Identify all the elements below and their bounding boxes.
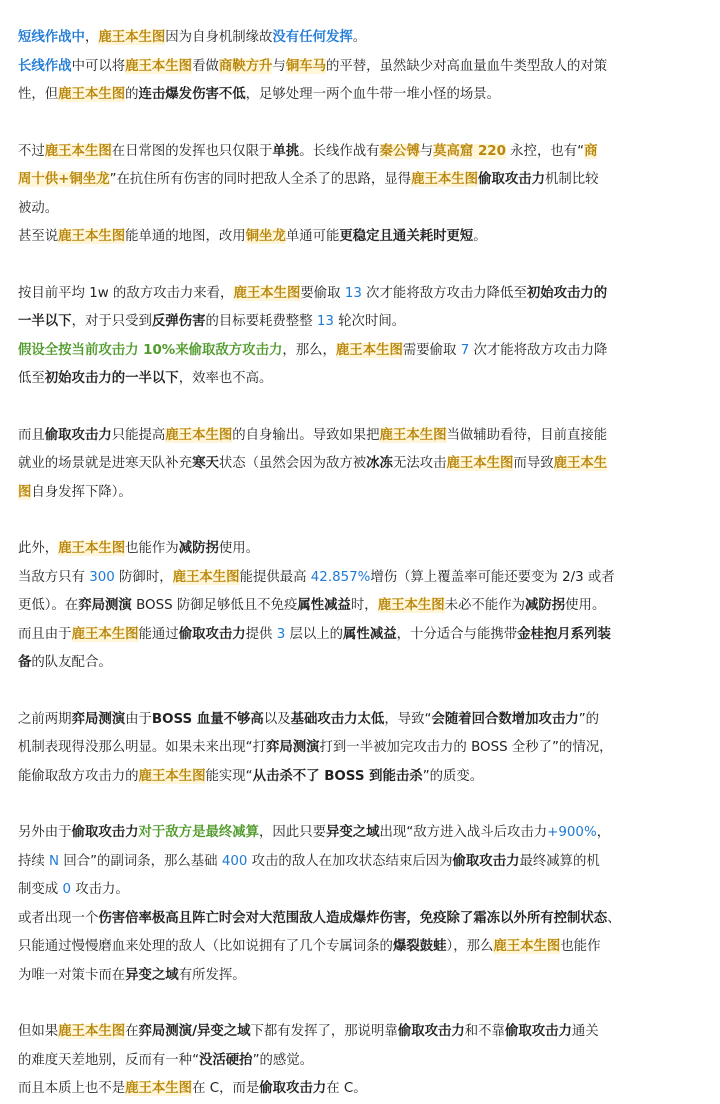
emphasis-run: 更稳定且通关耗时更短 — [339, 229, 474, 244]
keyword-highlight: 鹿王本生图 — [411, 172, 479, 187]
text-run: BOSS 防御足够低且不免疫 — [131, 598, 298, 613]
text-line — [18, 450, 702, 479]
text-run: 攻击的敌人在加攻状态结束后因为 — [247, 853, 453, 869]
text-run: ，因此只要 — [259, 825, 326, 840]
emphasis-run: 会随着回合数增加攻击力 — [431, 711, 579, 727]
keyword-highlight: 鹿王本生图 — [125, 1081, 193, 1096]
keyword-highlight: 鹿王本生图 — [233, 285, 301, 301]
emphasis-run: 7 — [460, 342, 470, 358]
emphasis-run: 偷取攻击力 — [44, 427, 112, 443]
emphasis-run: 偷取攻击力 — [259, 1081, 327, 1096]
emphasis-run: 减防拐 — [525, 598, 566, 613]
text-line — [18, 649, 702, 678]
emphasis-run: 反弹伤害 — [151, 314, 206, 329]
text-line — [18, 535, 702, 564]
text-run: 不过 — [18, 143, 45, 159]
text-run: 。 — [352, 30, 367, 45]
emphasis-run: 没活硬抬 — [199, 1052, 253, 1068]
keyword-highlight: 周十供+铜坐龙 — [18, 172, 110, 187]
text-run: 之前两期 — [18, 711, 72, 727]
text-line — [18, 223, 702, 252]
text-run: ，那么， — [282, 342, 336, 358]
emphasis-run: 短线作战中 — [18, 30, 85, 45]
text-run: 有所发挥。 — [178, 967, 246, 983]
text-run: ”的质变。 — [422, 768, 484, 784]
paragraph — [18, 138, 702, 252]
text-run: 机制表现得没那么明显。如果未来出现“打 — [18, 740, 266, 755]
emphasis-run: BOSS 血量不够高 — [151, 711, 264, 727]
emphasis-run: 假设全按当前攻击力 10%来偷取敌方攻击力 — [18, 342, 283, 358]
text-run: 在 C。 — [326, 1081, 367, 1096]
text-line — [18, 195, 702, 224]
text-run: ，效率也不高。 — [178, 371, 273, 386]
text-line — [18, 962, 702, 991]
text-run: 的平替，虽然缺少对高血量血牛类型敌人的对策 — [325, 58, 608, 74]
emphasis-run: 13 — [344, 285, 362, 301]
text-run: 需要偷取 — [402, 342, 461, 358]
text-run: 能实现“ — [205, 768, 253, 784]
emphasis-run: 冰冻 — [366, 456, 393, 471]
text-run: ，十分适合与能携带 — [396, 626, 518, 642]
keyword-highlight: 鹿王本生图 — [125, 58, 193, 74]
emphasis-run: 爆裂鼓蛙 — [392, 939, 447, 954]
text-run: 被动。 — [18, 200, 59, 216]
emphasis-run: 寒天 — [192, 456, 219, 471]
keyword-highlight: 鹿王本生图 — [71, 626, 139, 642]
text-run: 也能作 — [560, 939, 601, 954]
text-run: 能通过 — [138, 626, 179, 642]
emphasis-run: 400 — [221, 853, 248, 869]
emphasis-run: 弈局测演 — [71, 711, 126, 727]
text-line — [18, 564, 702, 593]
text-run: 但如果 — [18, 1024, 59, 1039]
keyword-highlight: 鹿王本生图 — [446, 456, 514, 471]
text-run: 的 — [125, 87, 139, 102]
emphasis-run: 减防拐 — [178, 541, 219, 556]
text-line — [18, 280, 702, 309]
text-run: 单通可能 — [285, 229, 340, 244]
keyword-highlight: 鹿王本生图 — [58, 229, 126, 244]
text-run: 的队友配合。 — [31, 655, 112, 670]
emphasis-run: 弈局测演/异变之域 — [138, 1024, 251, 1039]
emphasis-run: 伤害倍率极高且阵亡时会对大范围敌人造成爆炸伤害，免疫除了霜冻以外所有控制状态 — [98, 910, 608, 926]
keyword-highlight: 秦公镈 — [379, 143, 420, 159]
text-run: 防御时， — [114, 569, 173, 585]
emphasis-run: 13 — [316, 314, 334, 329]
keyword-highlight: 莫高窟 220 — [433, 143, 506, 159]
text-line — [18, 479, 702, 508]
text-run: 当做辅助看待，目前直接能 — [446, 427, 608, 443]
text-run: 的目标要耗费整整 — [205, 314, 317, 329]
text-run: 而且由于 — [18, 626, 72, 642]
emphasis-run: 42.857% — [310, 569, 371, 585]
text-run: 轮次时间。 — [333, 314, 406, 329]
text-run: 与 — [272, 58, 286, 74]
text-run: 和不靠 — [464, 1024, 505, 1039]
text-run: 因为自身机制缘故 — [165, 30, 273, 45]
text-run: ，导致“ — [384, 711, 432, 727]
keyword-highlight: 鹿王本生图 — [335, 342, 403, 358]
text-run: ， — [84, 30, 99, 45]
text-run: ， — [596, 825, 611, 840]
text-run: 就业的场景就是进寒天队补充 — [18, 456, 193, 471]
emphasis-run: 金桂抱月系列装 — [517, 626, 611, 642]
text-line — [18, 848, 702, 877]
text-run: 打到一半被加完攻击力的 BOSS 全秒了”的情况， — [319, 740, 613, 755]
text-run: 能偷取敌方攻击力的 — [18, 768, 139, 784]
emphasis-run: 300 — [89, 569, 115, 585]
text-line — [18, 905, 702, 934]
text-run: 更低）。在 — [18, 598, 79, 613]
text-line — [18, 308, 702, 337]
text-run: 甚至说 — [18, 229, 59, 244]
text-line — [18, 365, 702, 394]
text-line — [18, 422, 702, 451]
emphasis-run: 3 — [276, 626, 286, 642]
text-run: 增伤（算上覆盖率可能还要变为 2/3 或者 — [370, 569, 615, 585]
text-run: 层以上的 — [285, 626, 344, 642]
emphasis-run: 弈局测演 — [265, 740, 320, 755]
text-run: 提供 — [245, 626, 277, 642]
paragraph — [18, 819, 702, 990]
text-run: 而且 — [18, 427, 45, 443]
text-run: 也能作为 — [125, 541, 179, 556]
text-run: 使用。 — [218, 541, 260, 556]
text-run: 状态（虽然会因为敌方被 — [218, 456, 367, 471]
text-run: 低至 — [18, 371, 45, 386]
text-run: ，足够处理一两个血牛带一堆小怪的场景。 — [245, 87, 501, 102]
text-run: ”的 — [578, 711, 600, 727]
text-run: 中可以将 — [71, 58, 126, 74]
text-run: 无法攻击 — [392, 456, 447, 471]
emphasis-run: 异变之域 — [325, 825, 380, 840]
emphasis-run: 一半以下 — [18, 314, 72, 329]
text-run: 次才能将敌方攻击力降 — [469, 342, 608, 358]
text-run: 只能提高 — [111, 427, 166, 443]
text-run: 能提供最高 — [239, 569, 311, 585]
emphasis-run: 异变之域 — [125, 967, 179, 983]
text-run: 按目前平均 1w 的敌方攻击力来看， — [18, 285, 234, 301]
text-line — [18, 706, 702, 735]
text-run: 的自身输出。导致如果把 — [232, 427, 380, 443]
keyword-highlight: 鹿王本生图 — [165, 427, 233, 443]
text-run: 制变成 — [18, 882, 63, 897]
text-run: 要偷取 — [300, 285, 345, 301]
keyword-highlight: 鹿王本生图 — [379, 427, 447, 443]
keyword-highlight: 鹿王本生图 — [44, 143, 112, 159]
emphasis-run: 单挑 — [272, 143, 300, 159]
text-run: 或者出现一个 — [18, 910, 99, 926]
text-line — [18, 876, 702, 905]
keyword-highlight: 鹿王本生图 — [172, 569, 240, 585]
text-line — [18, 53, 702, 82]
text-run: 看做 — [192, 58, 219, 74]
emphasis-run: 偷取攻击力 — [397, 1024, 465, 1039]
keyword-highlight: 商 — [584, 143, 598, 159]
text-run: 时， — [350, 598, 378, 613]
text-line — [18, 24, 702, 53]
text-run: ”在抗住所有伤害的同时把敌人全杀了的思路，显得 — [109, 172, 412, 187]
keyword-highlight: 鹿王本生图 — [98, 30, 166, 45]
text-run: 。 — [473, 229, 487, 244]
text-line — [18, 763, 702, 792]
text-run: 而且本质上也不是 — [18, 1081, 126, 1096]
text-run: 只能通过慢慢磨血来处理的敌人（比如说拥有了几个专属词条的 — [18, 939, 393, 954]
keyword-highlight: 图 — [18, 484, 32, 500]
text-run: 使用。 — [565, 598, 606, 613]
keyword-highlight: 商鞅方升 — [218, 58, 273, 74]
text-run: 出现“敌方进入战斗后攻击力 — [379, 825, 548, 840]
text-line — [18, 1075, 702, 1104]
emphasis-run: 从击杀不了 BOSS 到能击杀 — [252, 768, 423, 784]
paragraph — [18, 280, 702, 394]
text-run: 永控，也有“ — [505, 143, 585, 159]
text-line — [18, 734, 702, 763]
emphasis-run: 基础攻击力太低 — [290, 711, 385, 727]
emphasis-run: 弈局测演 — [78, 598, 132, 613]
text-line — [18, 1047, 702, 1076]
text-run: 当敌方只有 — [18, 569, 90, 585]
text-run: 性，但 — [18, 87, 59, 102]
paragraph — [18, 24, 702, 110]
emphasis-run: 偷取攻击力 — [452, 853, 520, 869]
text-line — [18, 138, 702, 167]
emphasis-run: +900% — [547, 825, 597, 840]
keyword-highlight: 鹿王本生图 — [493, 939, 561, 954]
keyword-highlight: 鹿王本生图 — [58, 87, 126, 102]
emphasis-run: 属性减益 — [297, 598, 351, 613]
emphasis-run: 属性减益 — [343, 626, 397, 642]
text-run: 能单通的地图，改用 — [125, 229, 246, 244]
text-run: 在日常图的发挥也只仅限于 — [111, 143, 273, 159]
text-run: 在 C，而是 — [192, 1081, 260, 1096]
emphasis-run: 偷取攻击力 — [178, 626, 246, 642]
text-run: 回合”的副词条，那么基础 — [59, 853, 222, 869]
text-run: 通关 — [571, 1024, 599, 1039]
text-run: 与 — [419, 143, 434, 159]
text-line — [18, 81, 702, 110]
text-line — [18, 1018, 702, 1047]
text-line — [18, 819, 702, 848]
text-run: 攻击力。 — [70, 882, 129, 897]
keyword-highlight: 铜车马 — [285, 58, 326, 74]
text-run: 。长线作战有 — [299, 143, 380, 159]
text-run: 自身发挥下降）。 — [31, 484, 132, 500]
emphasis-run: 偷取攻击力 — [478, 172, 546, 187]
emphasis-run: 偷取攻击力 — [504, 1024, 572, 1039]
text-run: ），那么 — [446, 939, 494, 954]
text-line — [18, 166, 702, 195]
text-line — [18, 933, 702, 962]
text-run: 另外由于 — [18, 825, 72, 840]
emphasis-run: 备 — [18, 655, 32, 670]
keyword-highlight: 鹿王本生图 — [58, 541, 126, 556]
emphasis-run: 没有任何发挥 — [272, 30, 353, 45]
text-line — [18, 621, 702, 650]
text-run: 次才能将敌方攻击力降低至 — [361, 285, 527, 301]
emphasis-run: 初始攻击力的 — [526, 285, 608, 301]
keyword-highlight: 鹿王本生图 — [58, 1024, 126, 1039]
text-run: 下都有发挥了，那说明靠 — [250, 1024, 398, 1039]
emphasis-run: 长线作战 — [18, 58, 72, 74]
text-run: 的难度天差地别，反而有一种“ — [18, 1052, 200, 1068]
text-run: 未必不能作为 — [444, 598, 525, 613]
text-line — [18, 592, 702, 621]
text-run: ”的感觉。 — [252, 1052, 314, 1068]
emphasis-run: 0 — [62, 882, 71, 897]
text-run: 在 — [125, 1024, 139, 1039]
text-run: 机制比较 — [545, 172, 599, 187]
keyword-highlight: 鹿王本生 — [553, 456, 608, 471]
paragraph — [18, 706, 702, 792]
text-run: 由于 — [125, 711, 152, 727]
emphasis-run: 对于敌方是最终减算 — [138, 825, 260, 840]
text-run: 此外， — [18, 541, 59, 556]
text-run: 为唯一对策卡而在 — [18, 967, 126, 983]
text-line — [18, 337, 702, 366]
paragraph — [18, 535, 702, 678]
emphasis-run: 初始攻击力的一半以下 — [44, 371, 179, 386]
text-run: 、 — [607, 910, 621, 926]
emphasis-run: 偷取攻击力 — [71, 825, 139, 840]
emphasis-run: N — [49, 853, 60, 869]
paragraph — [18, 1018, 702, 1104]
text-run: 而导致 — [513, 456, 554, 471]
text-run: 以及 — [263, 711, 291, 727]
keyword-highlight: 铜坐龙 — [245, 229, 286, 244]
keyword-highlight: 鹿王本生图 — [377, 598, 445, 613]
emphasis-run: 连击爆发伤害不低 — [138, 87, 246, 102]
text-run: 最终减算的机 — [519, 853, 600, 869]
text-run: 持续 — [18, 853, 50, 869]
keyword-highlight: 鹿王本生图 — [138, 768, 206, 784]
paragraph — [18, 422, 702, 508]
text-run: ，对于只受到 — [71, 314, 152, 329]
